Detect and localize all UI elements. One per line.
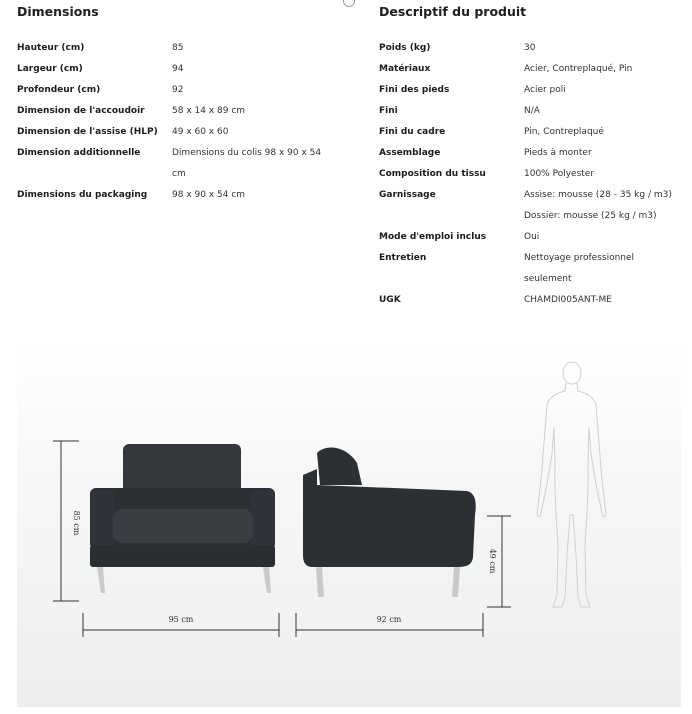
spec-label: Fini du cadre	[379, 127, 446, 137]
diagram-svg	[17, 345, 681, 707]
spec-row	[379, 227, 679, 248]
spec-row	[379, 80, 679, 101]
spec-label: Garnissage	[379, 190, 436, 200]
height-label: 85 cm	[72, 510, 81, 536]
spec-value: Dimensions du colis 98 x 90 x 54	[172, 148, 322, 158]
spec-row	[379, 59, 679, 80]
spec-value: Dossier: mousse (25 kg / m3)	[524, 211, 657, 221]
spec-label: UGK	[379, 295, 401, 305]
human-silhouette	[537, 362, 606, 607]
spec-row	[17, 101, 347, 122]
spec-value: CHAMDI005ANT-ME	[524, 295, 612, 305]
spec-value: Nettoyage professionnel	[524, 253, 635, 263]
spec-row	[379, 164, 679, 185]
spec-value: cm	[172, 169, 186, 179]
width-label: 95 cm	[168, 615, 194, 624]
armchair-front	[90, 444, 275, 593]
spec-value: 92	[172, 85, 184, 95]
spec-row	[17, 122, 347, 143]
spec-row	[379, 38, 679, 59]
spec-value: Acier poli	[524, 85, 566, 95]
spec-row	[17, 38, 347, 59]
spec-label: Profondeur (cm)	[17, 85, 101, 95]
spec-value: Oui	[524, 232, 540, 242]
spec-value: Pieds à monter	[524, 148, 592, 158]
spec-value: seulement	[524, 274, 572, 284]
spec-value: 85	[172, 43, 184, 53]
depth-label: 92 cm	[376, 615, 402, 624]
spec-label: Matériaux	[379, 64, 431, 74]
spec-row	[379, 122, 679, 143]
spec-value: 49 x 60 x 60	[172, 127, 229, 137]
spec-value: 98 x 90 x 54 cm	[172, 190, 246, 200]
spec-value: N/A	[524, 106, 540, 116]
spec-label: Assemblage	[379, 148, 441, 158]
spec-value: 94	[172, 64, 184, 74]
spec-row	[17, 59, 347, 80]
spec-row	[379, 290, 679, 311]
spec-row	[379, 248, 679, 290]
armchair-side	[303, 448, 476, 598]
product-table	[379, 38, 679, 311]
spec-row	[379, 101, 679, 122]
product-title: Descriptif du produit	[379, 4, 527, 19]
spec-label: Mode d'emploi inclus	[379, 232, 487, 242]
spec-value: Assise: mousse (28 - 35 kg / m3)	[524, 190, 672, 200]
spec-label: Poids (kg)	[379, 43, 431, 53]
seat-height-label: 49 cm	[488, 548, 497, 574]
spec-row	[17, 185, 347, 206]
spec-label: Dimension de l'assise (HLP)	[17, 127, 158, 137]
spec-label: Fini	[379, 106, 398, 116]
dimensions-table	[17, 38, 347, 206]
spec-value: Pin, Contreplaqué	[524, 127, 604, 137]
dimension-diagram	[17, 345, 681, 707]
spec-label: Hauteur (cm)	[17, 43, 85, 53]
spec-value: 30	[524, 43, 536, 53]
spec-row	[379, 185, 679, 227]
spec-value: Acier, Contreplaqué, Pin	[524, 64, 633, 74]
spec-value: 100% Polyester	[524, 169, 595, 179]
spec-label: Fini des pieds	[379, 85, 450, 95]
spec-label: Composition du tissu	[379, 169, 486, 179]
spec-label: Entretien	[379, 253, 427, 263]
spec-label: Dimensions du packaging	[17, 190, 148, 200]
spec-value: 58 x 14 x 89 cm	[172, 106, 246, 116]
spec-row	[379, 143, 679, 164]
dimensions-title: Dimensions	[17, 4, 99, 19]
spec-label: Dimension de l'accoudoir	[17, 106, 145, 116]
spec-label: Dimension additionnelle	[17, 148, 141, 158]
scroll-indicator	[343, 0, 355, 7]
spec-row	[17, 80, 347, 101]
spec-label: Largeur (cm)	[17, 64, 83, 74]
spec-row	[17, 143, 347, 185]
